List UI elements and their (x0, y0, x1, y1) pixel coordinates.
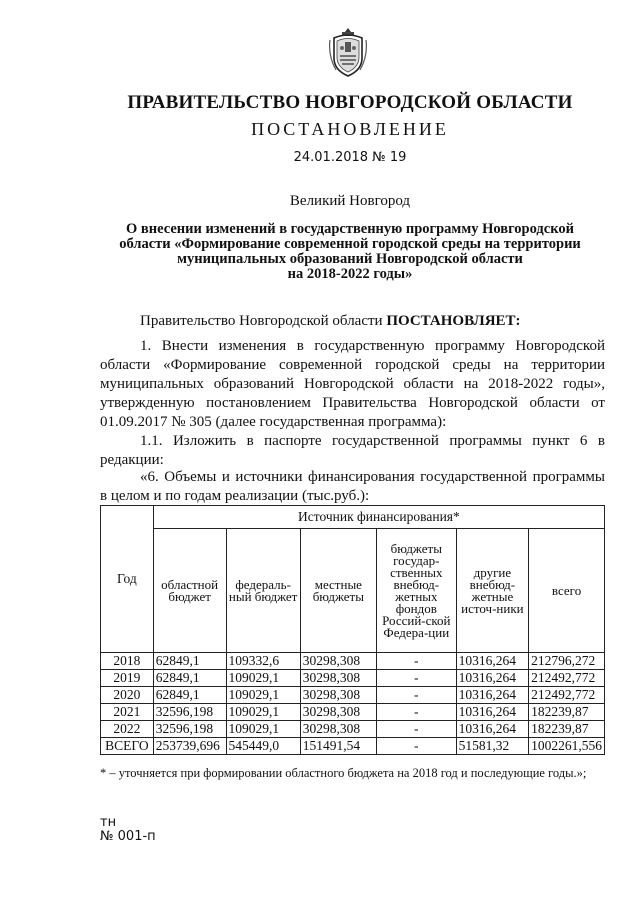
cell-funds: - (376, 704, 456, 721)
cell-other: 10316,264 (456, 687, 528, 704)
paragraph-1: 1. Внести изменения в государственную программу Новгородской области «Формирование современной городской среды на территории муниципальных образований Новгородской области на 2018-2022 годы», утвержденную постановлением Правительства Новгородской области от 01.09.2017 № 305 (далее государственная программа): (100, 338, 605, 430)
cell-regional: 62849,1 (153, 670, 226, 687)
col-header-federal: федераль-ный бюджет (226, 529, 300, 653)
cell-regional: 62849,1 (153, 653, 226, 670)
cell-local: 30298,308 (300, 704, 376, 721)
cell-other: 10316,264 (456, 670, 528, 687)
cell-local: 30298,308 (300, 670, 376, 687)
cell-other: 51581,32 (456, 738, 528, 755)
decree-title: ПОСТАНОВЛЕНИЕ (251, 119, 449, 139)
paragraph-1-1: 1.1. Изложить в паспорте государственной программы пункт 6 в редакции: (100, 433, 605, 468)
table-row (101, 670, 605, 687)
code-line-2: № 001-п (100, 829, 156, 844)
government-title: ПРАВИТЕЛЬСТВО НОВГОРОДСКОЙ ОБЛАСТИ (127, 92, 573, 113)
subject-line: на 2018-2022 годы» (287, 266, 413, 282)
table-row (101, 687, 605, 704)
cell-federal: 109332,6 (226, 653, 300, 670)
cell-regional: 62849,1 (153, 687, 226, 704)
cell-regional: 32596,198 (153, 721, 226, 738)
document-code (100, 816, 156, 844)
table-row-total (101, 738, 605, 755)
cell-federal: 109029,1 (226, 687, 300, 704)
col-header-funds: бюджеты государ-ственных внебюд-жетных фондов Россий-ской Федера-ции (376, 529, 456, 653)
cell-total: 212492,772 (529, 687, 605, 704)
col-header-other: другие внебюд-жетные источ-ники (456, 529, 528, 653)
subject-line: муниципальных образований Новгородской области (177, 251, 523, 267)
cell-other: 10316,264 (456, 704, 528, 721)
cell-funds: - (376, 687, 456, 704)
cell-local: 30298,308 (300, 721, 376, 738)
cell-year: 2022 (101, 721, 154, 738)
cell-regional: 253739,696 (153, 738, 226, 755)
year-header: Год (101, 506, 154, 653)
col-header-regional: областной бюджет (153, 529, 226, 653)
intro-text: Правительство Новгородской области (140, 313, 387, 329)
cell-total: 212796,272 (529, 653, 605, 670)
cell-year: 2020 (101, 687, 154, 704)
code-line-1: тн (100, 815, 117, 830)
cell-funds: - (376, 670, 456, 687)
cell-total: 1002261,556 (529, 738, 605, 755)
source-header: Источник финансирования* (153, 506, 604, 529)
cell-regional: 32596,198 (153, 704, 226, 721)
cell-local: 151491,54 (300, 738, 376, 755)
subject-line: О внесении изменений в государственную программу Новгородской (126, 221, 574, 237)
financing-table (100, 505, 605, 755)
city: Великий Новгород (289, 193, 411, 209)
table-row (101, 653, 605, 670)
cell-federal: 109029,1 (226, 721, 300, 738)
decree-date-number: 24.01.2018 № 19 (293, 150, 407, 165)
coat-of-arms-icon (328, 26, 368, 78)
cell-total: 182239,87 (529, 704, 605, 721)
cell-federal: 109029,1 (226, 670, 300, 687)
cell-year: 2019 (101, 670, 154, 687)
cell-other: 10316,264 (456, 721, 528, 738)
table-row (101, 704, 605, 721)
cell-total: 212492,772 (529, 670, 605, 687)
cell-funds: - (376, 738, 456, 755)
footnote: * – уточняется при формировании областного бюджета на 2018 год и последующие годы.»; (100, 766, 587, 780)
cell-other: 10316,264 (456, 653, 528, 670)
table-row (101, 721, 605, 738)
cell-year: 2021 (101, 704, 154, 721)
col-header-total: всего (529, 529, 605, 653)
cell-year: 2018 (101, 653, 154, 670)
cell-federal: 545449,0 (226, 738, 300, 755)
intro-resolves: ПОСТАНОВЛЯЕТ: (386, 313, 521, 329)
col-header-local: местные бюджеты (300, 529, 376, 653)
intro-line (140, 313, 521, 330)
cell-year: ВСЕГО (101, 738, 154, 755)
cell-funds: - (376, 721, 456, 738)
subject-line: области «Формирование современной городской среды на территории (119, 236, 581, 252)
cell-local: 30298,308 (300, 653, 376, 670)
cell-local: 30298,308 (300, 687, 376, 704)
cell-funds: - (376, 653, 456, 670)
cell-total: 182239,87 (529, 721, 605, 738)
decree-subject (90, 222, 610, 282)
paragraph-6: «6. Объемы и источники финансирования государственной программы в целом и по годам реализации (тыс.руб.): (100, 469, 605, 504)
cell-federal: 109029,1 (226, 704, 300, 721)
